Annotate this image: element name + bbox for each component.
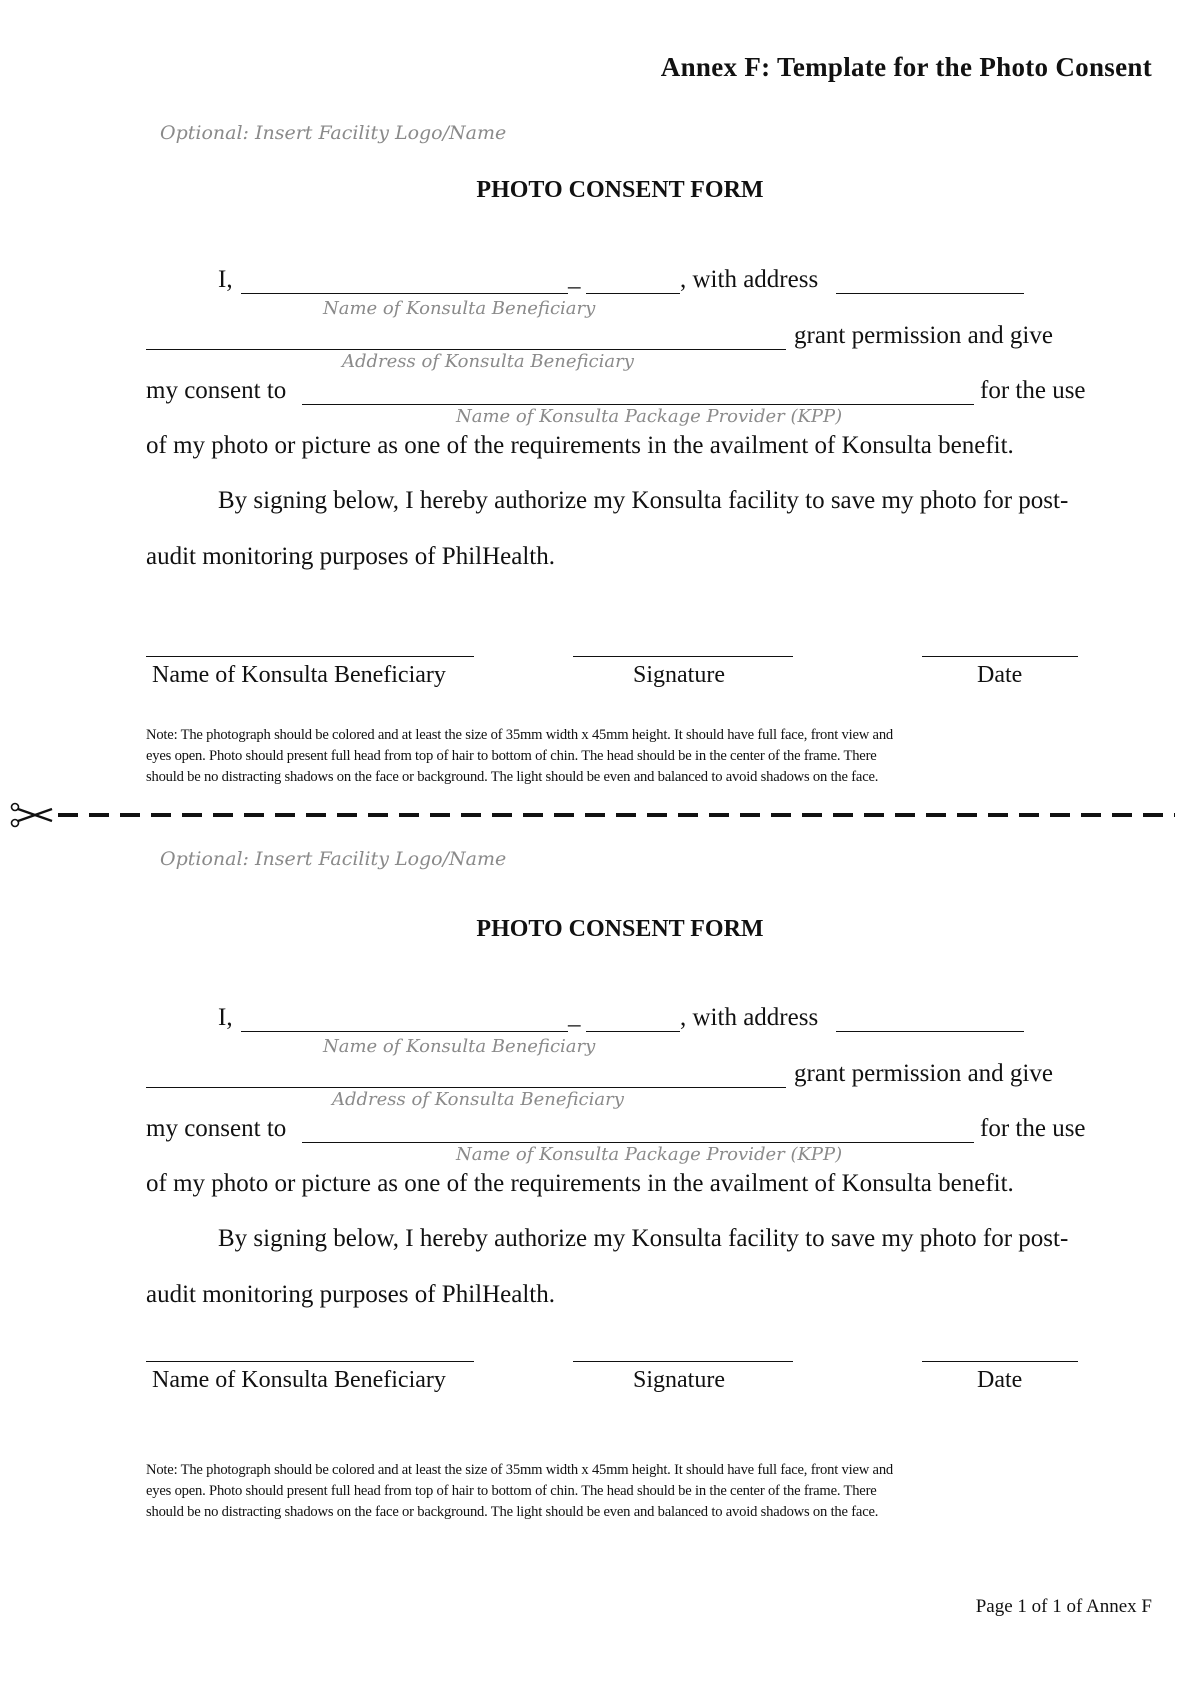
- caption-beneficiary-name: Name of Konsulta Beneficiary: [323, 298, 596, 319]
- form-title: PHOTO CONSENT FORM: [476, 916, 764, 942]
- sig-name-line[interactable]: [146, 1361, 474, 1362]
- beneficiary-name-field[interactable]: [241, 1031, 568, 1032]
- line2-suffix: grant permission and give: [794, 322, 1053, 349]
- address-field-start[interactable]: [836, 293, 1024, 294]
- photo-note: [146, 1460, 1101, 1523]
- line3-prefix: my consent to: [146, 377, 287, 404]
- caption-beneficiary-address: Address of Konsulta Beneficiary: [332, 1089, 624, 1110]
- kpp-name-field[interactable]: [302, 404, 974, 405]
- sig-signature-label: Signature: [633, 662, 725, 688]
- line1-suffix: , with address: [680, 1004, 819, 1031]
- scissors-icon: [0, 800, 1200, 830]
- line3-suffix: for the use: [980, 377, 1086, 404]
- sig-signature-line[interactable]: [573, 656, 793, 657]
- beneficiary-name-field[interactable]: [241, 293, 568, 294]
- line3-suffix: for the use: [980, 1115, 1086, 1142]
- caption-beneficiary-name: Name of Konsulta Beneficiary: [323, 1036, 596, 1057]
- form-title: PHOTO CONSENT FORM: [476, 177, 764, 203]
- line1-prefix: I,: [218, 1004, 233, 1031]
- sig-name-label: Name of Konsulta Beneficiary: [152, 662, 446, 688]
- sig-date-line[interactable]: [922, 656, 1078, 657]
- line3-prefix: my consent to: [146, 1115, 287, 1142]
- note-line: eyes open. Photo should present full head from top of hair to bottom of chin. The head should be in the center of the frame. There: [146, 748, 877, 764]
- annex-title: Annex F: Template for the Photo Consent: [660, 52, 1152, 82]
- cut-line: [0, 800, 1200, 830]
- caption-beneficiary-address: Address of Konsulta Beneficiary: [342, 351, 634, 372]
- note-line: Note: The photograph should be colored and at least the size of 35mm width x 45mm height. It should have full face, front view and: [146, 1462, 894, 1478]
- line1-mid: _: [568, 264, 581, 291]
- consent-text-line5: By signing below, I hereby authorize my Konsulta facility to save my photo for post-: [218, 1225, 1069, 1252]
- sig-name-label: Name of Konsulta Beneficiary: [152, 1367, 446, 1393]
- sig-signature-line[interactable]: [573, 1361, 793, 1362]
- sig-date-line[interactable]: [922, 1361, 1078, 1362]
- consent-text-line4: of my photo or picture as one of the requirements in the availment of Konsulta benefit.: [146, 432, 1014, 459]
- sig-date-label: Date: [977, 1367, 1023, 1393]
- consent-text-line6: audit monitoring purposes of PhilHealth.: [146, 1281, 555, 1308]
- optional-logo-placeholder: Optional: Insert Facility Logo/Name: [160, 848, 507, 870]
- beneficiary-name-field-tail[interactable]: [586, 293, 680, 294]
- consent-text-line4: of my photo or picture as one of the requirements in the availment of Konsulta benefit.: [146, 1170, 1014, 1197]
- note-line: should be no distracting shadows on the face or background. The light should be even and balanced to avoid shadows on the face.: [146, 1504, 879, 1520]
- kpp-name-field[interactable]: [302, 1142, 974, 1143]
- line1-prefix: I,: [218, 266, 233, 293]
- consent-text-line5: By signing below, I hereby authorize my Konsulta facility to save my photo for post-: [218, 487, 1069, 514]
- note-line: should be no distracting shadows on the face or background. The light should be even and balanced to avoid shadows on the face.: [146, 769, 879, 785]
- line2-suffix: grant permission and give: [794, 1060, 1053, 1087]
- note-line: Note: The photograph should be colored and at least the size of 35mm width x 45mm height. It should have full face, front view and: [146, 727, 894, 743]
- sig-date-label: Date: [977, 662, 1023, 688]
- line1-mid: _: [568, 1002, 581, 1029]
- line1-suffix: , with address: [680, 266, 819, 293]
- caption-kpp-name: Name of Konsulta Package Provider (KPP): [456, 406, 843, 427]
- page-footer: Page 1 of 1 of Annex F: [975, 1596, 1152, 1617]
- sig-signature-label: Signature: [633, 1367, 725, 1393]
- address-field-start[interactable]: [836, 1031, 1024, 1032]
- consent-text-line6: audit monitoring purposes of PhilHealth.: [146, 543, 555, 570]
- sig-name-line[interactable]: [146, 656, 474, 657]
- note-line: eyes open. Photo should present full head from top of hair to bottom of chin. The head should be in the center of the frame. There: [146, 1483, 877, 1499]
- photo-note: [146, 725, 1101, 788]
- address-field[interactable]: [146, 349, 786, 350]
- beneficiary-name-field-tail[interactable]: [586, 1031, 680, 1032]
- optional-logo-placeholder: Optional: Insert Facility Logo/Name: [160, 122, 507, 144]
- caption-kpp-name: Name of Konsulta Package Provider (KPP): [456, 1144, 843, 1165]
- address-field[interactable]: [146, 1087, 786, 1088]
